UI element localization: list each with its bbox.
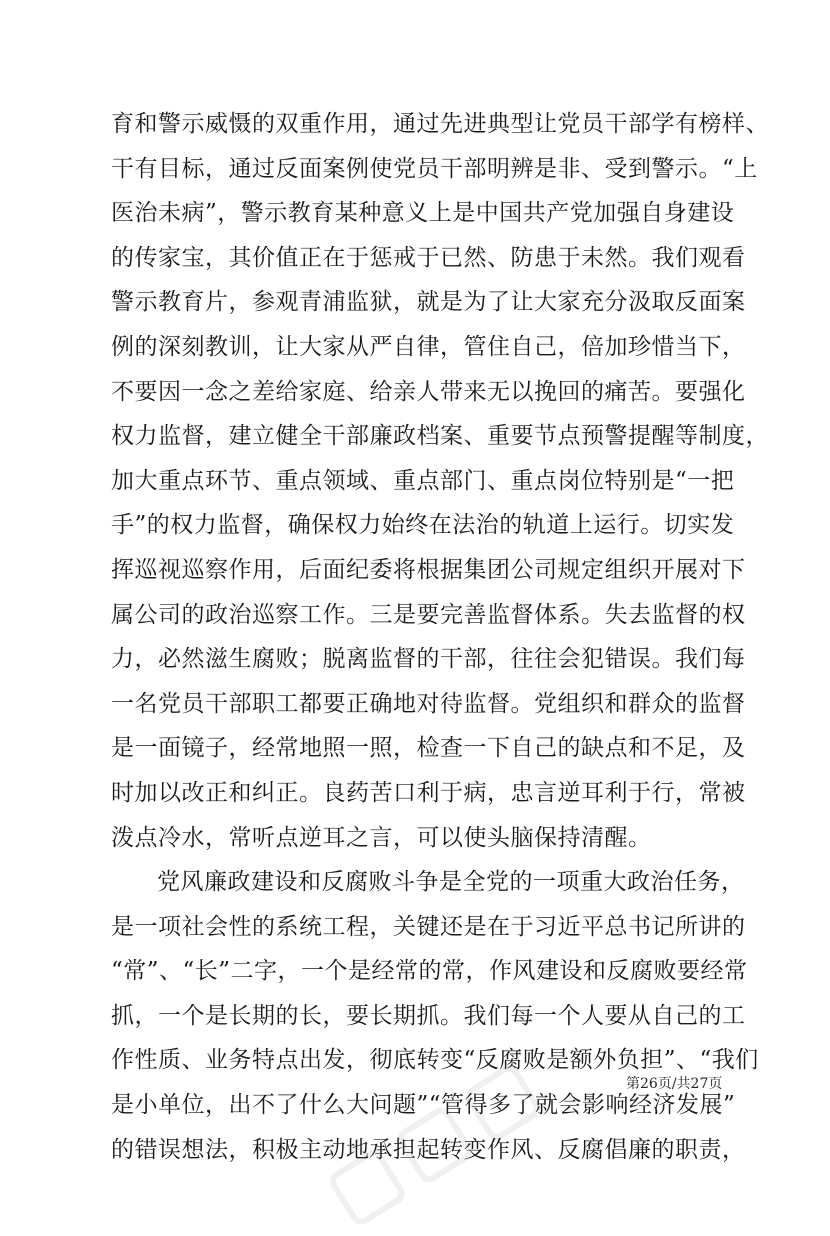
text-line: 例的深刻教训，让大家从严自律，管住自己，倍加珍惜当下， (111, 333, 746, 360)
text-line: 不要因一念之差给家庭、给亲人带来无以挽回的痛苦。要强化 (111, 378, 746, 405)
text-line: 作性质、业务特点出发，彻底转变“反腐败是额外负担”、“我们 (111, 1047, 759, 1074)
text-line: 时加以改正和纠正。良药苦口利于病，忠言逆耳利于行，常被 (111, 779, 746, 806)
text-line: 属公司的政治巡察工作。三是要完善监督体系。失去监督的权 (111, 601, 746, 628)
page-number: 第26页/共27页 (626, 1076, 723, 1092)
text-line: 加大重点环节、重点领域、重点部门、重点岗位特别是“一把 (111, 467, 735, 494)
text-line: 的传家宝，其价值正在于惩戒于已然、防患于未然。我们观看 (111, 244, 746, 271)
text-line: 医治未病”，警示教育某种意义上是中国共产党加强自身建设 (111, 200, 735, 227)
text-line: 手”的权力监督，确保权力始终在法治的轨道上运行。切实发 (111, 512, 735, 539)
text-line: 挥巡视巡察作用，后面纪委将根据集团公司规定组织开展对下 (111, 556, 746, 583)
text-line: 的错误想法，积极主动地承担起转变作风、反腐倡廉的职责， (111, 1136, 746, 1163)
text-line: 是小单位，出不了什么大问题”“管得多了就会影响经济发展” (111, 1092, 736, 1119)
text-line: 泼点冷水，常听点逆耳之言，可以使头脑保持清醒。 (111, 824, 652, 851)
text-line: “常”、“长”二字，一个是经常的常，作风建设和反腐败要经常 (111, 958, 748, 985)
text-line: 一名党员干部职工都要正确地对待监督。党组织和群众的监督 (111, 690, 746, 717)
text-line: 权力监督，建立健全干部廉政档案、重要节点预警提醒等制度， (111, 423, 769, 450)
text-line: 育和警示威慑的双重作用，通过先进典型让党员干部学有榜样、 (111, 111, 769, 137)
text-line: 力，必然滋生腐败；脱离监督的干部，往往会犯错误。我们每 (111, 646, 746, 673)
text-line: 警示教育片，参观青浦监狱，就是为了让大家充分汲取反面案 (111, 289, 746, 316)
text-line: 抓，一个是长期的长，要长期抓。我们每一个人要从自己的工 (111, 1002, 746, 1029)
paragraph-first-line: 党风廉政建设和反腐败斗争是全党的一项重大政治任务， (157, 869, 745, 896)
document-body (111, 102, 769, 1172)
text-line: 是一项社会性的系统工程，关键还是在于习近平总书记所讲的 (111, 913, 746, 940)
text-line: 干有目标，通过反面案例使党员干部明辨是非、受到警示。“上 (111, 155, 758, 182)
text-line: 是一面镜子，经常地照一照，检查一下自己的缺点和不足，及 (111, 735, 746, 762)
